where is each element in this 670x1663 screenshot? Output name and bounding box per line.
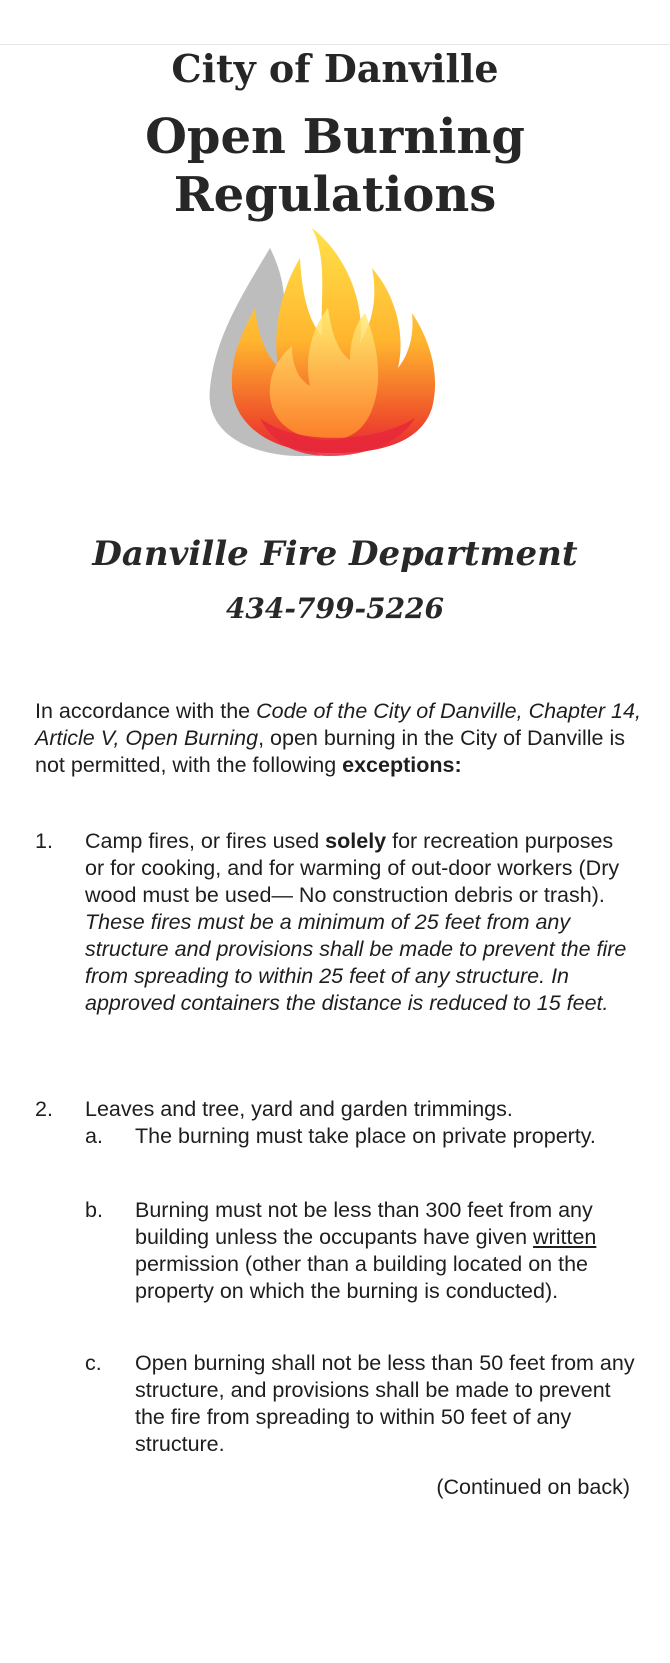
title-line-1: Open Burning bbox=[145, 109, 525, 165]
list-item-text: Leaves and tree, yard and garden trimmings. bbox=[85, 1097, 513, 1121]
item-1-text-b: for recreation purposes or for cooking, and for warming of out-door workers (Dry wood must be used— No construction debris or trash). bbox=[85, 829, 620, 907]
exceptions-label: exceptions: bbox=[342, 753, 462, 777]
sub-item-b bbox=[85, 1197, 645, 1305]
title-line-2: Regulations bbox=[173, 167, 497, 223]
list-item-2 bbox=[35, 1096, 635, 1123]
page-top-edge bbox=[0, 44, 670, 45]
sub-item-text: The burning must take place on private property. bbox=[135, 1124, 596, 1148]
sub-item-a bbox=[85, 1123, 645, 1150]
list-number: 1. bbox=[35, 829, 53, 853]
list-item-1 bbox=[35, 828, 635, 1017]
sub-item-c bbox=[85, 1350, 645, 1458]
sub-b-text-a: Burning must not be less than 300 feet from any building unless the occupants have given bbox=[135, 1198, 593, 1249]
department-name: Danville Fire Department bbox=[92, 534, 578, 574]
list-item-text bbox=[85, 828, 635, 1017]
city-name: City of Danville bbox=[171, 46, 499, 91]
item-1-text-a: Camp fires, or fires used bbox=[85, 829, 326, 853]
item-1-bold: solely bbox=[325, 829, 387, 853]
intro-text-1: In accordance with the bbox=[35, 699, 257, 723]
page-title bbox=[0, 108, 670, 224]
code-reference: Code of the City of Danville, Chapter 14, Article V, Open Burning bbox=[35, 699, 641, 750]
continued-note: (Continued on back) bbox=[436, 1475, 630, 1499]
sub-b-underlined: written bbox=[533, 1225, 597, 1249]
sub-letter: c. bbox=[85, 1351, 102, 1375]
sub-item-text: Open burning shall not be less than 50 feet from any structure, and provisions shall be made to prevent the fire from spreading to within 50 feet of any structure. bbox=[135, 1351, 635, 1456]
sub-item-text bbox=[135, 1197, 645, 1305]
sub-b-text-b: permission (other than a building located on the property on which the burning is conducted). bbox=[135, 1252, 588, 1303]
sub-letter: b. bbox=[85, 1198, 103, 1222]
sub-letter: a. bbox=[85, 1124, 103, 1148]
intro-paragraph bbox=[35, 698, 645, 779]
list-number: 2. bbox=[35, 1097, 53, 1121]
intro-text-2: , open burning in the City of Danville is not permitted, with the following bbox=[35, 726, 625, 777]
department-phone: 434-799-5226 bbox=[225, 592, 445, 625]
item-1-italic: These fires must be a minimum of 25 feet from any structure and provisions shall be made to prevent the fire from spreading to within 25 feet of any structure. In approved containers the distance is reduced to 15 feet. bbox=[85, 910, 627, 1015]
flame-icon bbox=[200, 228, 470, 488]
